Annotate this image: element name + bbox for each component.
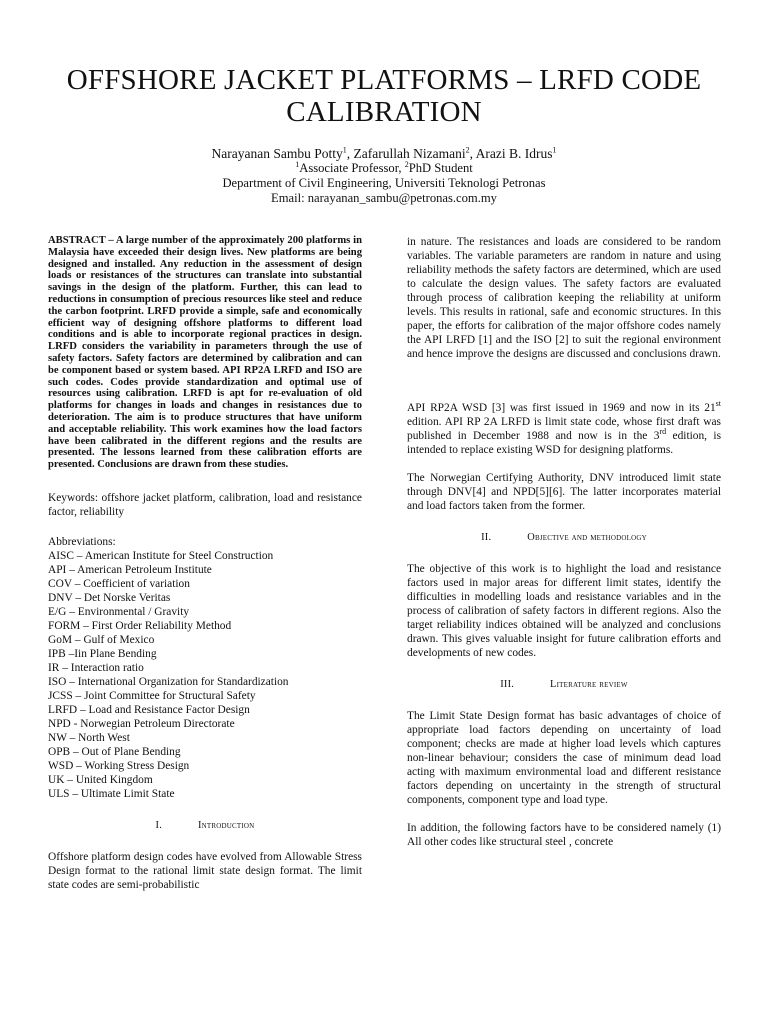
introduction-paragraph-continued: in nature. The resistances and loads are considered to be random variables. The variable parameters are random in nature and using reliability methods the safety factors are determined, which are used to calculate the design values. The safety factors are evaluated through process of calibration keeping the reliability at uniform levels. This results in rational, safe and economic structures. In this paper, the efforts for calibration of the major offshore codes namely the API LRFD [1] and the ISO [2] to suit the regional environment and hence improve the designs are discussed and conclusions drawn. xyxy=(407,236,721,360)
abbreviation-item: GoM – Gulf of Mexico xyxy=(48,633,155,646)
introduction-paragraph: Offshore platform design codes have evolved from Allowable Stress Design format to the rational limit state design format. The limit state codes are semi-probabilistic xyxy=(48,850,362,891)
author-name: Arazi B. Idrus xyxy=(475,146,553,161)
abbreviation-item: IR – Interaction ratio xyxy=(48,661,144,674)
api-paragraph: API RP2A WSD [3] was first issued in 1969 and now in its 21st edition. API RP 2A LRFD is limit state code, whose first draft was published in December 1988 and now is in the 3rd edition, is intended to replace existing WSD for designing platforms. xyxy=(407,399,722,456)
dnv-paragraph: The Norwegian Certifying Authority, DNV introduced limit state through DNV[4] and NPD[5][6]. The latter incorporates material and load factors taken from the former. xyxy=(407,472,721,512)
abbreviation-item: WSD – Working Stress Design xyxy=(48,759,190,772)
author-sup: 2 xyxy=(465,145,470,155)
abstract: ABSTRACT – A large number of the approximately 200 platforms in Malaysia have exceeded their design lives. New platforms are being designed and installed. Any reduction in the assessment of design loads or resistances of the structures can translate into substantial savings in the design of the platform. Further, this can lead to reductions in consumption of precious resources like steel and reduce the carbon footprint. LRFD provide a simple, safe and economically efficient way of designing offshore platforms to different load conditions and is able to incorporate regional practices in design. LRFD considers the variability in parameters through the use of safety factors. Safety factors are determined by calibration and can be component based or system based. API RP2A LRFD and ISO are such codes. Codes provide standardization and optimal use of resources using calibration. LRFD is apt for re-evaluation of old platforms for changes in loads and changes in resistances due to deterioration. The aim is to produce structures that have uniform and acceptable reliability. This work examines how the load factors have been calibrated in the different regions and the results are presented. The lessons learned from these calibration efforts are presented. Conclusions are drawn from these studies. xyxy=(48,235,362,471)
abbreviation-item: AISC – American Institute for Steel Construction xyxy=(48,549,274,562)
abbreviation-item: UK – United Kingdom xyxy=(48,773,153,786)
left-column xyxy=(48,235,362,892)
abbreviations-title: Abbreviations: xyxy=(48,535,116,548)
abbreviation-item: JCSS – Joint Committee for Structural Safety xyxy=(48,689,256,702)
abbreviation-item: IPB –Iin Plane Bending xyxy=(48,647,157,660)
author-block xyxy=(40,146,728,206)
abbreviation-item: NPD - Norwegian Petroleum Directorate xyxy=(48,717,235,730)
right-column xyxy=(407,235,721,849)
paper-title: OFFSHORE JACKET PLATFORMS – LRFD CODE CALIBRATION xyxy=(66,64,702,128)
keywords: Keywords: offshore jacket platform, calibration, load and resistance factor, reliability xyxy=(48,491,362,518)
abbreviation-item: FORM – First Order Reliability Method xyxy=(48,619,232,632)
abbreviation-item: E/G – Environmental / Gravity xyxy=(48,605,190,618)
author-name: Zafarullah Nizamani xyxy=(353,146,466,161)
literature-paragraph: In addition, the following factors have to be considered namely (1) All other codes like structural steel , concrete xyxy=(407,822,721,848)
author-affiliation: $^1$Associate Professor, $^2$PhD Student xyxy=(295,159,473,175)
author-sup: 1 xyxy=(552,145,557,155)
abbreviation-item: API – American Petroleum Institute xyxy=(48,563,212,576)
abbreviation-item: DNV – Det Norske Veritas xyxy=(48,591,171,604)
section-heading-objective: II. Objective and methodology xyxy=(481,532,647,543)
abbreviation-item: ULS – Ultimate Limit State xyxy=(48,787,175,800)
section-heading-literature: III. Literature review xyxy=(500,679,628,690)
literature-paragraph: The Limit State Design format has basic advantages of choice of appropriate load factors depending on uncertainty of load component; checks are made at higher load levels which captures non-linear behaviour; considers the case of minimum dead load acting with maximum environmental load and different resistance factors depending on uncertainty in the strength of structural components, component type and load type. xyxy=(407,710,721,806)
abbreviation-item: OPB – Out of Plane Bending xyxy=(48,745,181,758)
author-email: Email: narayanan_sambu@petronas.com.my xyxy=(271,191,497,205)
abbreviations-list xyxy=(48,549,362,801)
author-sup: 1 xyxy=(342,145,347,155)
abbreviation-item: NW – North West xyxy=(48,731,130,744)
author-names: Narayanan Sambu Potty$^1$, Zafarullah Nizamani$^2$, Arazi B. Idrus$^1$ xyxy=(211,145,557,161)
author-name: Narayanan Sambu Potty xyxy=(211,146,343,161)
department: Department of Civil Engineering, Universiti Teknologi Petronas xyxy=(222,176,546,190)
section-heading-introduction: I. Introduction xyxy=(155,819,255,831)
abbreviation-item: COV – Coefficient of variation xyxy=(48,577,190,590)
abbreviation-item: LRFD – Load and Resistance Factor Design xyxy=(48,703,250,716)
abbreviation-item: ISO – International Organization for Standardization xyxy=(48,675,289,688)
objective-paragraph: The objective of this work is to highlight the load and resistance factors used in major areas for different limit states, identify the difficulties in modelling loads and resistance variables and in the process of calibration of safety factors in different regions. Also the target reliability indices obtained will be analyzed and conclusions drawn. This gives valuable insight for future calibration efforts and developments of new codes. xyxy=(407,563,721,659)
